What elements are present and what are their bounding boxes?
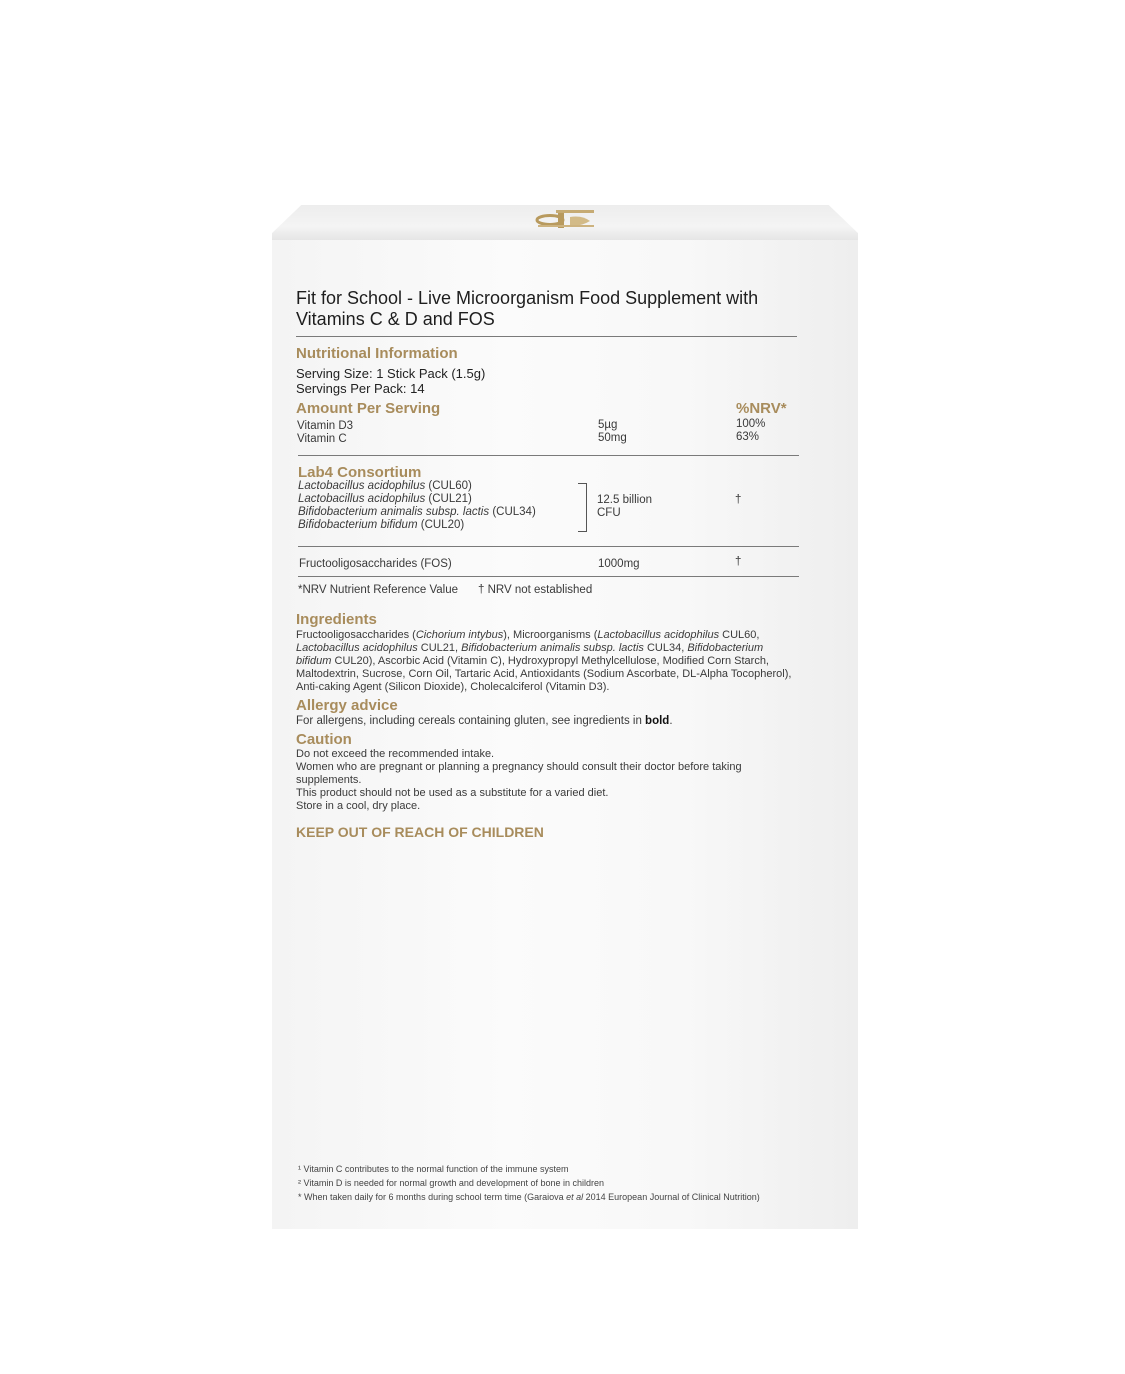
title-divider xyxy=(296,336,797,337)
vitamins-divider xyxy=(298,455,799,456)
nrv-footnote: *NRV Nutrient Reference Value xyxy=(298,584,459,596)
dagger-footnote: † NRV not established xyxy=(478,584,593,596)
serving-size: Serving Size: 1 Stick Pack (1.5g) xyxy=(296,366,486,381)
nutrition-heading: Nutritional Information xyxy=(296,345,458,362)
fos-name: Fructooligosaccharides (FOS) xyxy=(299,558,452,570)
consortium-nrv: † xyxy=(735,494,742,506)
ingredients-text: Fructooligosaccharides (Cichorium intybus), Microorganisms (Lactobacillus acidophilus CUL60, Lactobacillus acidophilus CUL21, Bifidobacterium animalis subsp. lactis CUL34, Bifidobacterium bifidum CUL20), Ascorbic Acid (Vitamin C), Hydroxypropyl Methylcellulose, Modified Corn Starch, Maltodextrin, Sucrose, Corn Oil, Tartaric Acid, Antioxidants (Sodium Ascorbate, DL-Alpha Tocopherol), Anti-caking Agent (Silicon Dioxide), Cholecalciferol (Vitamin D3). xyxy=(296,629,792,693)
strain-row: Bifidobacterium animalis subsp. lactis (CUL34) xyxy=(298,506,536,518)
footnote-vitamin-c: ¹ Vitamin C contributes to the normal function of the immune system xyxy=(298,1164,569,1174)
amount-per-serving-heading: Amount Per Serving xyxy=(296,400,441,417)
allergy-text: For allergens, including cereals containing gluten, see ingredients in bold. xyxy=(296,715,673,727)
vitamin-d3-amount: 5µg xyxy=(598,419,618,431)
vitamin-c-nrv: 63% xyxy=(736,431,760,443)
caution-line: Do not exceed the recommended intake. xyxy=(296,748,495,760)
product-title-line1: Fit for School - Live Microorganism Food Supplement with xyxy=(296,288,759,308)
footnote-study: * When taken daily for 6 months during school term time (Garaiova et al 2014 European Journal of Clinical Nutrition) xyxy=(298,1192,760,1202)
strain-row: Bifidobacterium bifidum (CUL20) xyxy=(298,519,465,531)
caution-line: This product should not be used as a substitute for a varied diet. xyxy=(296,787,609,799)
consortium-divider xyxy=(298,546,799,547)
strain-row: Lactobacillus acidophilus (CUL21) xyxy=(298,493,472,505)
keep-out-of-reach-warning: KEEP OUT OF REACH OF CHILDREN xyxy=(296,824,544,840)
caution-line: Store in a cool, dry place. xyxy=(296,800,421,812)
vitamin-d3-name: Vitamin D3 xyxy=(297,420,354,432)
servings-per-pack: Servings Per Pack: 14 xyxy=(296,381,425,396)
consortium-heading: Lab4 Consortium xyxy=(298,464,422,481)
strain-bracket xyxy=(578,483,587,532)
fos-amount: 1000mg xyxy=(598,558,640,570)
vitamin-c-amount: 50mg xyxy=(598,432,627,444)
caution-heading: Caution xyxy=(296,731,352,748)
vitamin-c-name: Vitamin C xyxy=(297,433,347,445)
caution-line: Women who are pregnant or planning a pregnancy should consult their doctor before taking supplements. xyxy=(296,761,742,786)
vitamin-d3-nrv: 100% xyxy=(736,418,766,430)
nrv-heading: %NRV* xyxy=(736,400,787,417)
consortium-amount-line1: 12.5 billion xyxy=(597,494,652,506)
consortium-amount-line2: CFU xyxy=(597,507,621,519)
strain-row: Lactobacillus acidophilus (CUL60) xyxy=(298,480,472,492)
allergy-heading: Allergy advice xyxy=(296,697,398,714)
ingredients-heading: Ingredients xyxy=(296,611,377,628)
brand-logo-icon xyxy=(530,208,604,230)
product-title-line2: Vitamins C & D and FOS xyxy=(296,309,495,329)
footnote-vitamin-d: ² Vitamin D is needed for normal growth and development of bone in children xyxy=(298,1178,605,1188)
fos-divider xyxy=(298,576,799,577)
fos-nrv: † xyxy=(735,556,742,568)
